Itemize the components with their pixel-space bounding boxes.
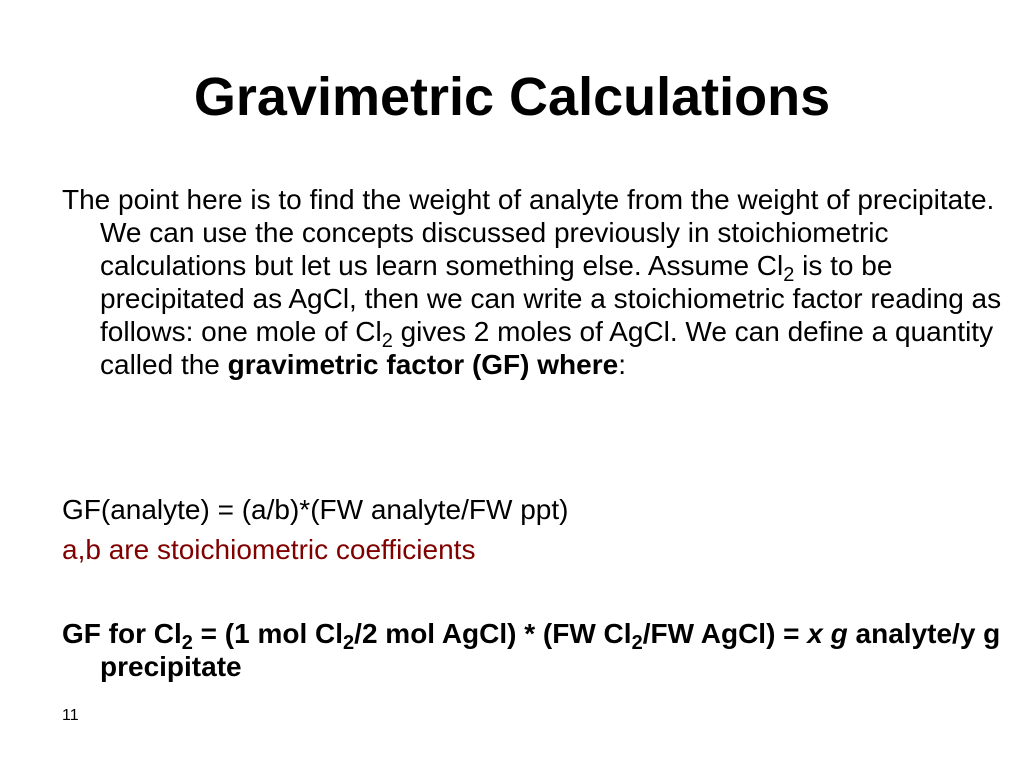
gf-cl2-subscript-2: 2 bbox=[343, 632, 355, 654]
intro-subscript-1: 2 bbox=[783, 264, 795, 286]
gf-cl2-text-2: = (1 mol Cl bbox=[192, 618, 344, 649]
gf-cl2-text-4: /FW AgCl) = bbox=[642, 618, 808, 649]
intro-text-3: gives 2 moles of AgCl. We can define a quantity called the bbox=[100, 316, 994, 380]
gf-cl2-subscript-3: 2 bbox=[631, 632, 643, 654]
gf-cl2-subscript-1: 2 bbox=[181, 632, 193, 654]
gf-cl2-text-5: analyte/y g precipitate bbox=[100, 618, 1001, 682]
intro-text-4: : bbox=[618, 349, 626, 380]
intro-bold-term: gravimetric factor (GF) where bbox=[227, 349, 619, 380]
coefficients-note: a,b are stoichiometric coefficients bbox=[62, 534, 476, 565]
gf-cl2-text-3: /2 mol AgCl) * (FW Cl bbox=[354, 618, 632, 649]
gf-cl2-text-1: GF for Cl bbox=[62, 618, 182, 649]
gf-cl2-italic-x: x g bbox=[807, 618, 848, 649]
slide-number: 11 bbox=[62, 707, 79, 724]
intro-subscript-2: 2 bbox=[381, 330, 393, 352]
gf-definition: GF(analyte) = (a/b)*(FW analyte/FW ppt) bbox=[62, 494, 569, 525]
intro-text-2: is to be precipitated as AgCl, then we can write a stoichiometric factor reading as follows: one mole of Cl bbox=[100, 250, 1002, 347]
intro-text-1: The point here is to find the weight of analyte from the weight of precipitate. We can use the concepts discussed previously in stoichiometric calculations but let us learn something else. Assume Cl bbox=[62, 184, 995, 281]
slide-title: Gravimetric Calculations bbox=[193, 67, 831, 127]
intro-paragraph bbox=[62, 183, 1010, 381]
gf-cl2-equation bbox=[62, 617, 1010, 683]
